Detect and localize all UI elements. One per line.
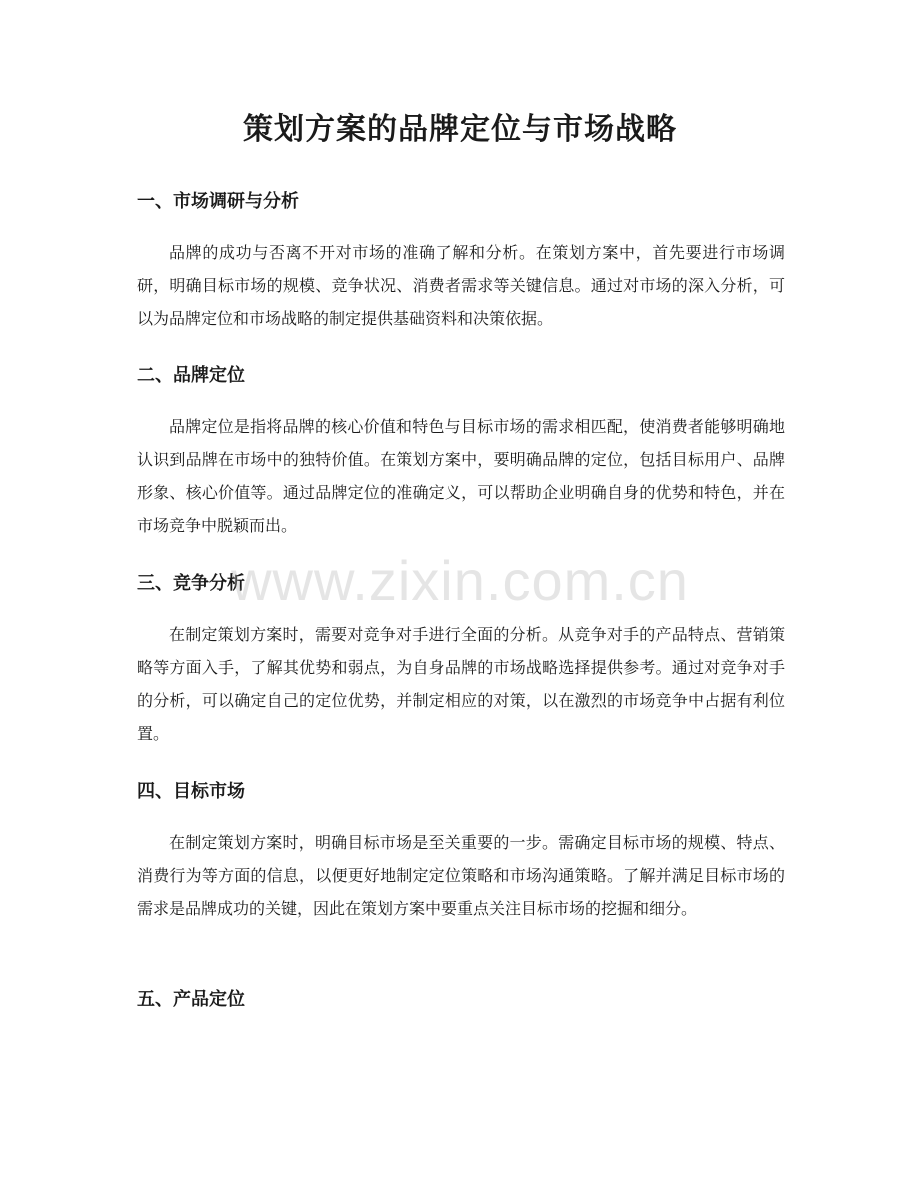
section-heading-4: 四、目标市场	[137, 781, 245, 802]
section-paragraph-1: 品牌的成功与否离不开对市场的准确了解和分析。在策划方案中，首先要进行市场调研，明确目标市场的规模、竞争状况、消费者需求等关键信息。通过对市场的深入分析，可以为品牌定位和市场战略的制定提供基础资料和决策依据。	[137, 243, 785, 328]
section-heading-3: 三、竞争分析	[137, 573, 245, 594]
section-heading-2: 二、品牌定位	[137, 365, 245, 386]
section-paragraph-2: 品牌定位是指将品牌的核心价值和特色与目标市场的需求相匹配，使消费者能够明确地认识到品牌在市场中的独特价值。在策划方案中，要明确品牌的定位，包括目标用户、品牌形象、核心价值等。通过品牌定位的准确定义，可以帮助企业明确自身的优势和特色，并在市场竞争中脱颖而出。	[137, 417, 785, 535]
watermark: www.zixin.com.cn	[231, 549, 689, 612]
document-title: 策划方案的品牌定位与市场战略	[243, 112, 677, 147]
section-paragraph-3: 在制定策划方案时，需要对竞争对手进行全面的分析。从竞争对手的产品特点、营销策略等方面入手，了解其优势和弱点，为自身品牌的市场战略选择提供参考。通过对竞争对手的分析，可以确定自己的定位优势，并制定相应的对策，以在激烈的市场竞争中占据有利位置。	[137, 625, 785, 743]
section-heading-5: 五、产品定位	[137, 989, 245, 1010]
section-heading-1: 一、市场调研与分析	[137, 191, 299, 212]
section-paragraph-4: 在制定策划方案时，明确目标市场是至关重要的一步。需确定目标市场的规模、特点、消费行为等方面的信息，以便更好地制定定位策略和市场沟通策略。了解并满足目标市场的需求是品牌成功的关键，因此在策划方案中要重点关注目标市场的挖掘和细分。	[137, 833, 785, 918]
